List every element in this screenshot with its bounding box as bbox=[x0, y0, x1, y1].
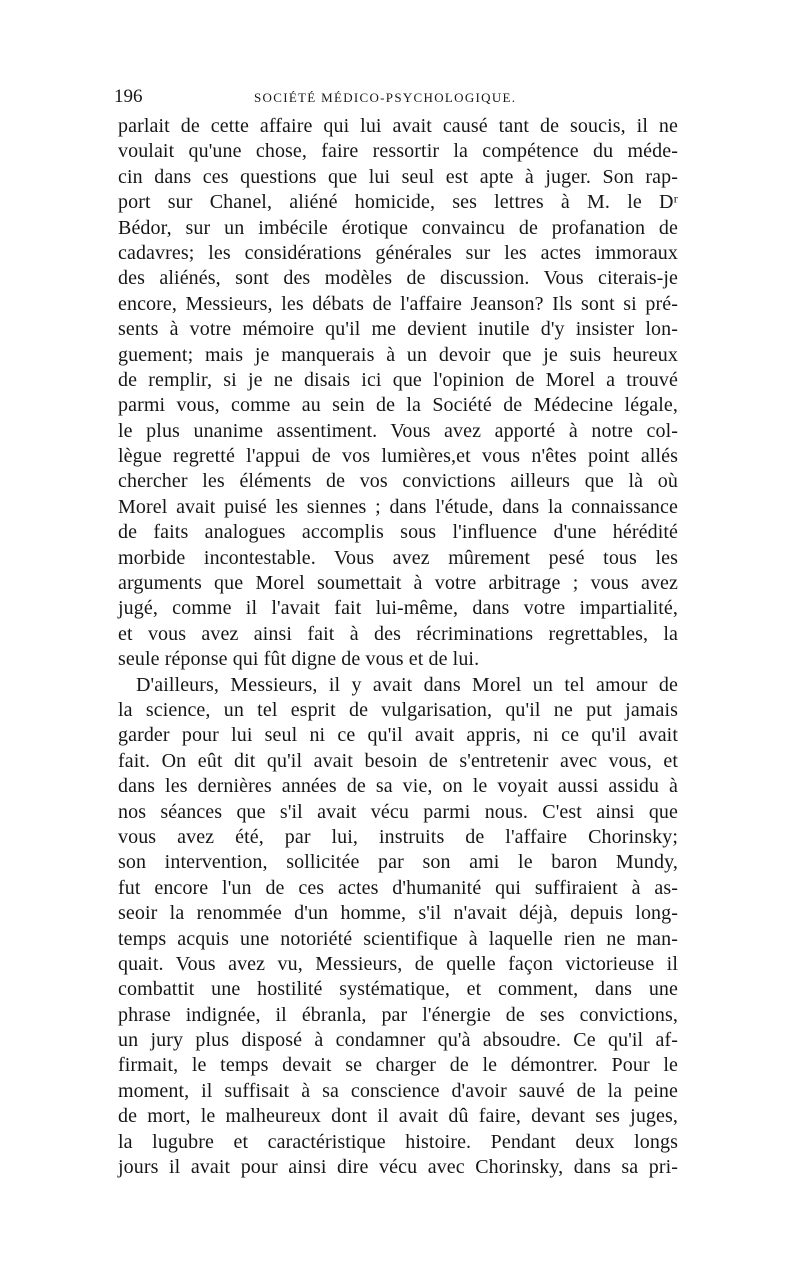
text-line: garder pour lui seul ni ce qu'il avait appris, ni ce qu'il avait bbox=[118, 724, 678, 747]
text-line: parlait de cette affaire qui lui avait causé tant de soucis, il ne bbox=[118, 115, 678, 137]
text-line: seoir la renommée d'un homme, s'il n'avait déjà, depuis long- bbox=[118, 902, 678, 925]
page-header bbox=[114, 84, 678, 114]
text-line: de mort, le malheureux dont il avait dû faire, devant ses juges, bbox=[118, 1105, 678, 1128]
page-number: 196 bbox=[114, 86, 143, 107]
text-line: Morel avait puisé les siennes ; dans l'étude, dans la connaissance bbox=[118, 495, 678, 518]
text-line: jugé, comme il l'avait fait lui-même, dans votre impartialité, bbox=[118, 597, 678, 620]
text-line: cadavres; les considérations générales sur les actes immoraux bbox=[118, 241, 678, 264]
text-line: chercher les éléments de vos convictions ailleurs que là où bbox=[118, 470, 678, 493]
text-line: de remplir, si je ne disais ici que l'opinion de Morel a trouvé bbox=[118, 368, 678, 391]
text-line: son intervention, sollicitée par son ami le baron Mundy, bbox=[118, 851, 678, 874]
text-line: guement; mais je manquerais à un devoir que je suis heureux bbox=[118, 343, 678, 366]
text-line: quait. Vous avez vu, Messieurs, de quelle façon victorieuse il bbox=[118, 952, 678, 975]
text-line: combattit une hostilité systématique, et comment, dans une bbox=[118, 978, 678, 1001]
text-line: Bédor, sur un imbécile érotique convaincu de profanation de bbox=[118, 216, 678, 239]
text-line: un jury plus disposé à condamner qu'à absoudre. Ce qu'il af- bbox=[118, 1029, 678, 1052]
text-line: moment, il suffisait à sa conscience d'avoir sauvé de la peine bbox=[118, 1079, 678, 1102]
text-line: D'ailleurs, Messieurs, il y avait dans Morel un tel amour de bbox=[136, 673, 678, 696]
text-line: voulait qu'une chose, faire ressortir la compétence du méde- bbox=[118, 140, 678, 163]
text-line: phrase indignée, il ébranla, par l'énergie de ses convictions, bbox=[118, 1003, 678, 1026]
text-line: fut encore l'un de ces actes d'humanité qui suffiraient à as- bbox=[118, 876, 678, 899]
text-line: port sur Chanel, aliéné homicide, ses lettres à M. le Dʳ bbox=[118, 191, 678, 214]
text-line: cin dans ces questions que lui seul est apte à juger. Son rap- bbox=[118, 165, 678, 188]
text-line: des aliénés, sont des modèles de discussion. Vous citerais-je bbox=[118, 267, 678, 290]
text-line: nos séances que s'il avait vécu parmi nous. C'est ainsi que bbox=[118, 800, 678, 823]
text-line: jours il avait pour ainsi dire vécu avec Chorinsky, dans sa pri- bbox=[118, 1156, 678, 1179]
body-text bbox=[118, 114, 678, 1180]
text-line: encore, Messieurs, les débats de l'affaire Jeanson? Ils sont si pré- bbox=[118, 292, 678, 315]
text-line: morbide incontestable. Vous avez mûrement pesé tous les bbox=[118, 546, 678, 569]
text-line: la science, un tel esprit de vulgarisation, qu'il ne put jamais bbox=[118, 698, 678, 721]
text-line: dans les dernières années de sa vie, on le voyait aussi assidu à bbox=[118, 775, 678, 798]
book-page bbox=[114, 84, 678, 1180]
text-line: parmi vous, comme au sein de la Société de Médecine légale, bbox=[118, 394, 678, 417]
text-line: lègue regretté l'appui de vos lumières,et vous n'êtes point allés bbox=[118, 445, 678, 468]
text-line: la lugubre et caractéristique histoire. Pendant deux longs bbox=[118, 1130, 678, 1153]
text-line: temps acquis une notoriété scientifique à laquelle rien ne man- bbox=[118, 927, 678, 950]
text-line: le plus unanime assentiment. Vous avez apporté à notre col- bbox=[118, 419, 678, 442]
text-line: arguments que Morel soumettait à votre arbitrage ; vous avez bbox=[118, 572, 678, 595]
text-line: firmait, le temps devait se charger de le démontrer. Pour le bbox=[118, 1054, 678, 1077]
text-line: de faits analogues accomplis sous l'influence d'une hérédité bbox=[118, 521, 678, 544]
text-line: vous avez été, par lui, instruits de l'affaire Chorinsky; bbox=[118, 825, 678, 848]
text-line: et vous avez ainsi fait à des récriminations regrettables, la bbox=[118, 622, 678, 645]
text-line: sents à votre mémoire qu'il me devient inutile d'y insister lon- bbox=[118, 318, 678, 341]
running-head: SOCIÉTÉ MÉDICO-PSYCHOLOGIQUE. bbox=[254, 90, 517, 105]
text-line: seule réponse qui fût digne de vous et de lui. bbox=[118, 648, 480, 671]
text-line: fait. On eût dit qu'il avait besoin de s'entretenir avec vous, et bbox=[118, 749, 678, 772]
